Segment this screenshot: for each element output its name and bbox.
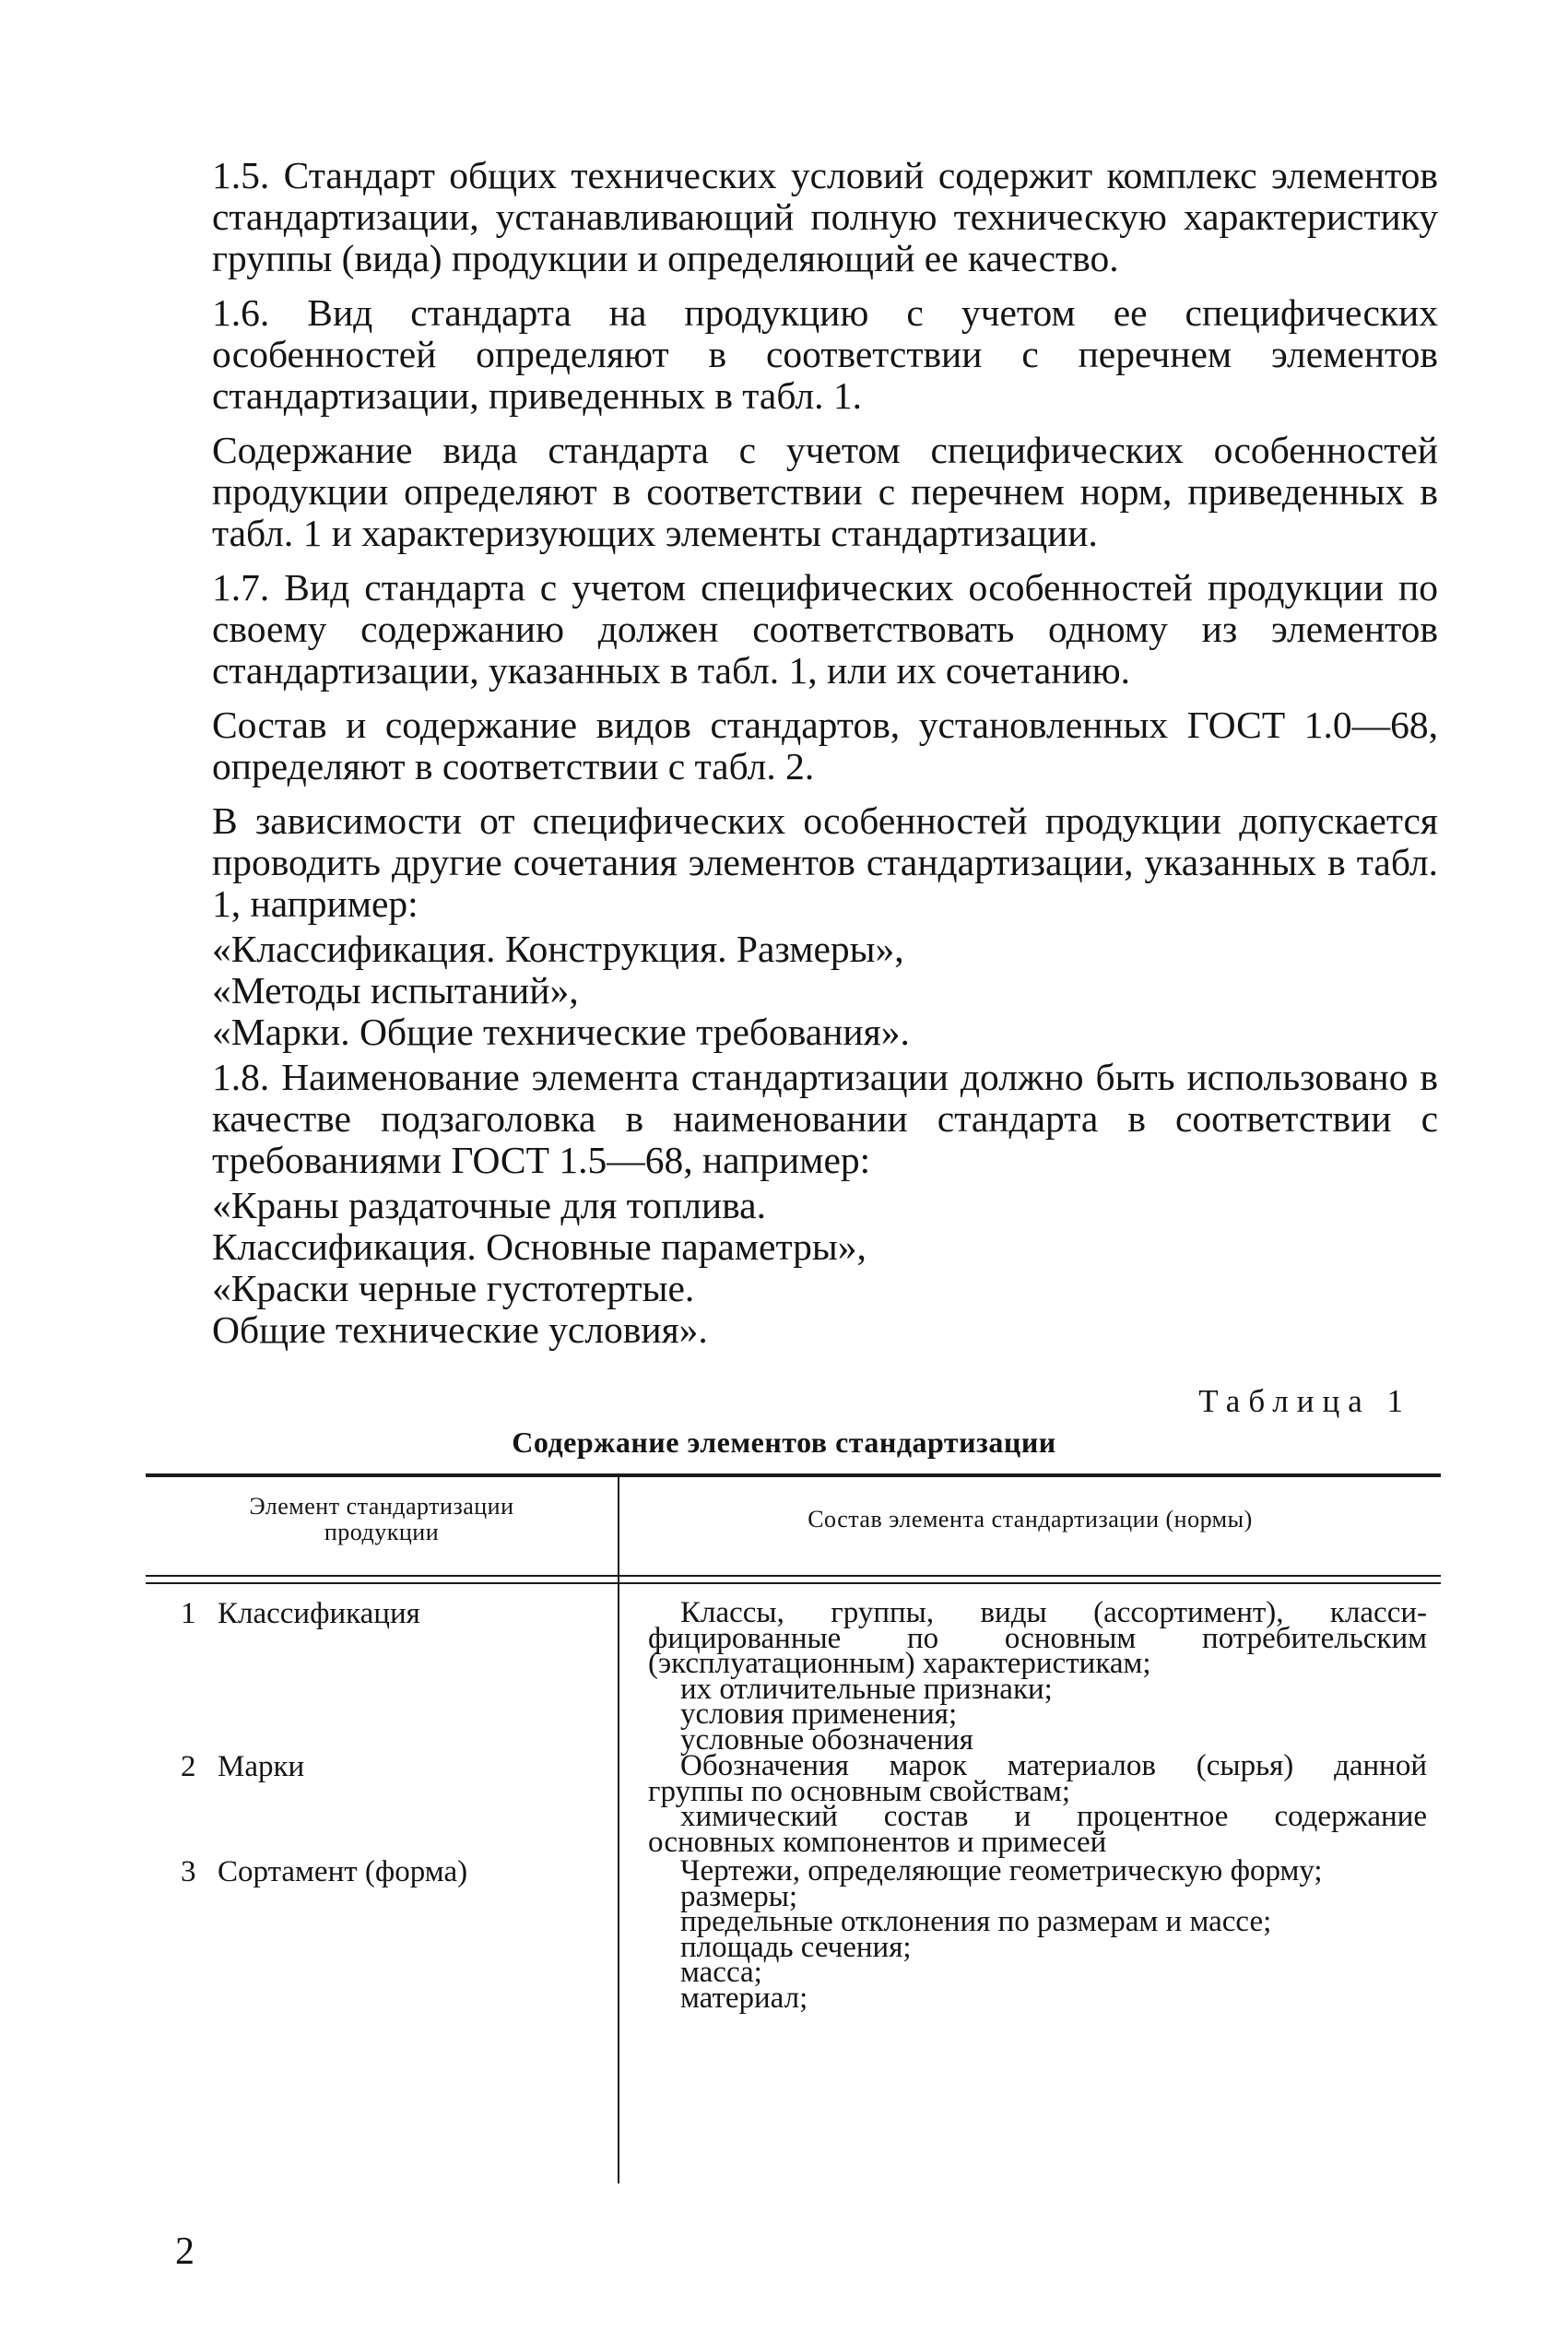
composition-line: Классы, группы, виды (ассортимент), класси-	[680, 1596, 1427, 1629]
composition-line: условные обозначения	[680, 1722, 973, 1757]
table-row-3-element	[181, 1855, 467, 1888]
table-header-rule	[146, 1575, 1441, 1577]
clause-number: 1.5.	[212, 154, 270, 196]
row-element-name: Марки	[218, 1750, 305, 1783]
clause-number: 1.7.	[212, 566, 270, 609]
table-title: Содержание элементов стандартизации	[512, 1426, 1056, 1459]
paragraph-composition	[212, 704, 1438, 787]
paragraph-1-7	[212, 567, 1438, 692]
table-top-rule	[146, 1473, 1441, 1477]
page-number: 2	[175, 2230, 195, 2273]
table-row-1-composition	[648, 1596, 1427, 1757]
header-composition: Состав элемента стандартизации (нормы)	[808, 1506, 1253, 1532]
example-item: «Методы испытаний»,	[212, 969, 579, 1012]
paragraph-text: В зависимости от специфических особенностей продукции допускается проводить другие сочетания элементов стандартизации, указанных в табл. 1, например:	[212, 799, 1438, 925]
body-text	[212, 155, 1438, 1351]
example-item: «Краны раздаточные для топлива.	[212, 1184, 766, 1226]
example-item: «Классификация. Конструкция. Размеры»,	[212, 928, 904, 970]
paragraph-text: Наименование элемента стандартизации должно быть использовано в качестве подзаголовка в наименовании стандарта в соответствии с требованиями ГОСТ 1.5—68, например:	[212, 1056, 1439, 1181]
table-row-1-element	[181, 1597, 420, 1630]
composition-line: (эксплуатационным) характеристикам;	[648, 1647, 1151, 1680]
example-list-1	[212, 929, 1438, 1053]
paragraph-combinations	[212, 800, 1438, 925]
composition-line: основных компонентов и примесей	[648, 1825, 1107, 1859]
row-number: 1	[181, 1597, 196, 1630]
example-item: Классификация. Основные параметры»,	[212, 1225, 867, 1268]
header-element	[146, 1494, 618, 1545]
clause-number: 1.6.	[212, 291, 270, 334]
composition-line: материал;	[680, 1981, 808, 2015]
paragraph-1-5	[212, 155, 1438, 279]
composition-line: площадь сечения;	[680, 1930, 912, 1964]
row-element-name: Классификация	[218, 1597, 420, 1630]
example-list-2	[212, 1185, 1438, 1351]
paragraph-text: Состав и содержание видов стандартов, установленных ГОСТ 1.0—68, определяют в соответствии с табл. 2.	[212, 704, 1438, 787]
composition-line: условия применения;	[680, 1698, 958, 1731]
paragraph-text: Вид стандарта с учетом специфических особенностей продукции по своему содержанию должен соответствовать одному из элементов стандартизации, указанных в табл. 1, или их сочетанию.	[212, 566, 1438, 692]
example-item: «Краски черные густотертые.	[212, 1267, 695, 1309]
composition-line: группы по основным свойствам;	[648, 1774, 1071, 1808]
example-item: Общие технические условия».	[212, 1308, 708, 1351]
paragraph-text: Стандарт общих технических условий содержит комплекс элементов стандартизации, устанавливающий полную техническую характеристику группы (вида) продукции и определяющий ее качество.	[212, 154, 1439, 279]
composition-line: их отличительные признаки;	[680, 1672, 1053, 1706]
composition-line: фицированные по основным потребительским	[648, 1621, 1427, 1655]
table-caption: Таблица 1	[1198, 1383, 1411, 1419]
paragraph-1-8	[212, 1057, 1438, 1181]
composition-line: масса;	[680, 1956, 762, 1989]
table-row-2-composition	[648, 1749, 1427, 1859]
composition-line: Чертежи, определяющие геометрическую форму;	[680, 1854, 1323, 1887]
standardization-table	[146, 1473, 1441, 2183]
table-row-3-composition	[648, 1854, 1427, 2015]
composition-line: химический состав и процентное содержание	[680, 1800, 1427, 1833]
table-row-2-element	[181, 1750, 304, 1783]
row-number: 2	[181, 1750, 196, 1783]
clause-number: 1.8.	[212, 1056, 270, 1098]
example-item: «Марки. Общие технические требования».	[212, 1011, 910, 1053]
paragraph-content	[212, 430, 1438, 554]
table-header-rule-double	[146, 1582, 1441, 1584]
row-number: 3	[181, 1855, 196, 1888]
paragraph-1-6	[212, 292, 1438, 417]
composition-line: предельные отклонения по размерам и массе;	[680, 1905, 1272, 1938]
paragraph-text: Содержание вида стандарта с учетом специфических особенностей продукции определяют в соответствии с перечнем норм, приведенных в табл. 1 и характеризующих элементы стандартизации.	[212, 429, 1438, 554]
table-column-divider	[618, 1473, 619, 2183]
composition-line: размеры;	[680, 1879, 798, 1913]
header-element-text: Элемент стандартизации продукции	[249, 1493, 514, 1545]
paragraph-text: Вид стандарта на продукцию с учетом ее специфических особенностей определяют в соответствии с перечнем элементов стандартизации, приведенных в табл. 1.	[212, 291, 1438, 417]
row-element-name: Сортамент (форма)	[218, 1855, 468, 1888]
composition-line: Обозначения марок материалов (сырья) данной	[680, 1749, 1427, 1782]
